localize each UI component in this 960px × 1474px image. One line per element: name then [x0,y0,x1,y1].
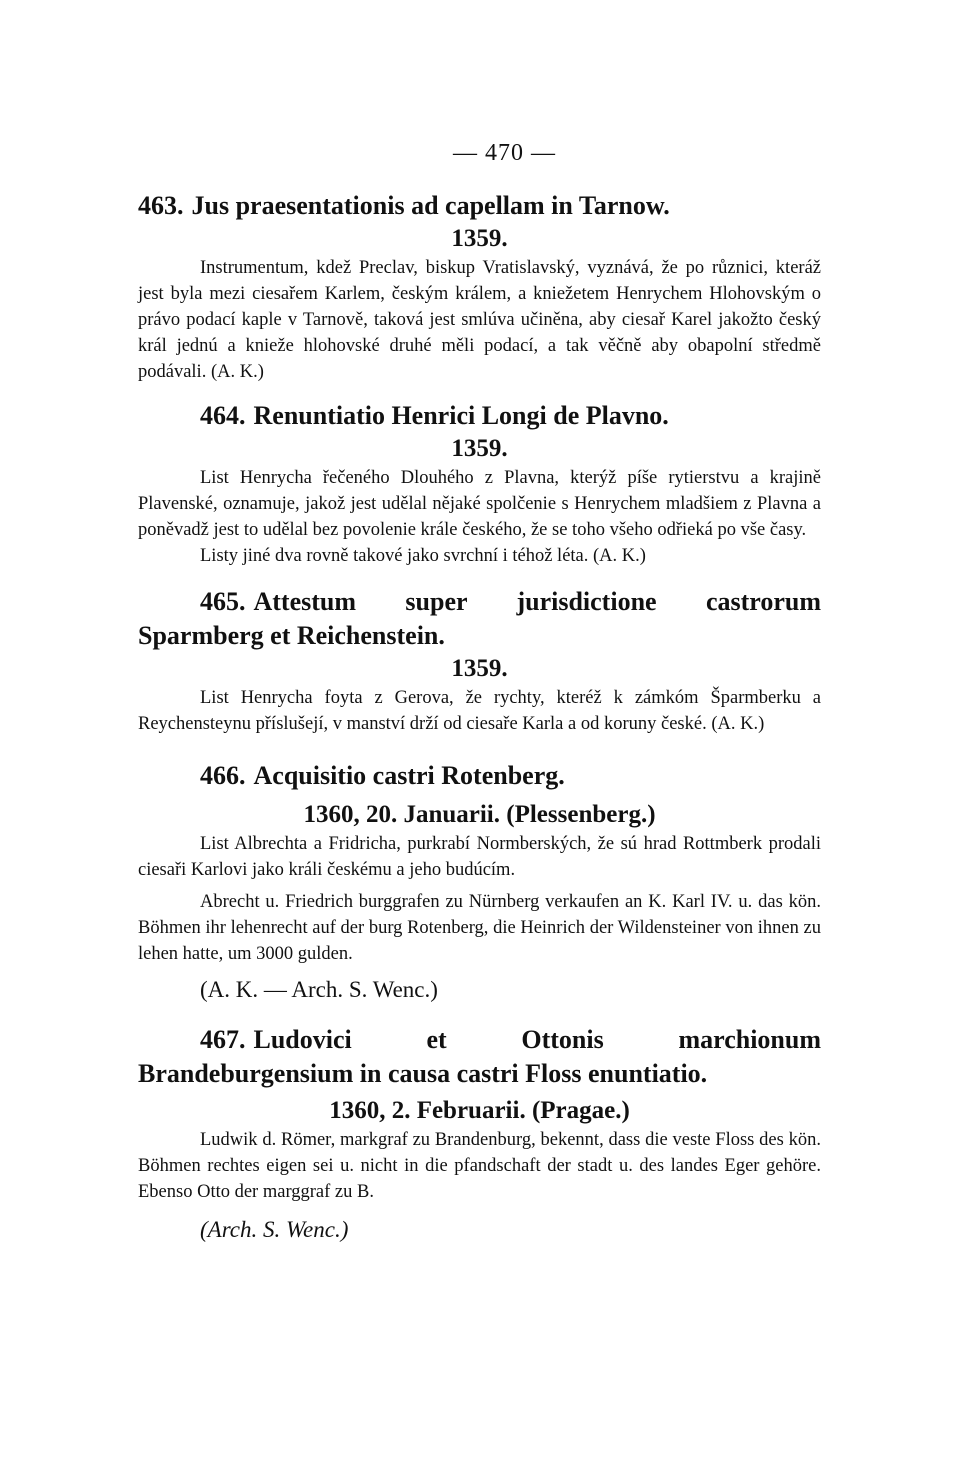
entry-paragraph: List Albrechta a Fridricha, purkrabí Normberských, že sú hrad Rottmberk prodali ciesaři Karlovi jako králi českému a jeho budúcím. [138,834,821,880]
entry-paragraph: List Henrycha foyta z Gerova, že rychty, kteréž k zámkóm Šparmberku a Reychensteynu příslušejí, v manství drží od ciesaře Karla a od koruny české. (A. K.) [138,688,821,734]
entry-title [138,1023,821,1091]
source-text: (Arch. S. Wenc.) [200,1217,349,1242]
entry-463 [138,189,821,385]
entry-467 [138,1023,821,1245]
entry-date: 1359. [451,655,508,682]
entry-date: 1360, 2. Februarii. (Pragae.) [329,1097,630,1124]
entry-paragraph: Ludwik d. Römer, markgraf zu Brandenburg, bekennt, dass die veste Floss des kön. Böhmen rechtes eigen sei u. nicht in die pfandschaft der stadt u. des landes Eger gehöre. Ebenso Otto der marggraf zu B. [138,1130,821,1202]
entry-title-text: Jus praesentationis ad capellam in Tarnow. [191,191,670,220]
entry-paragraph: Listy jiné dva rovně takové jako svrchní i téhož léta. (A. K.) [200,546,646,566]
entry-title [200,399,821,433]
entry-465 [138,585,821,737]
entry-date: 1359. [451,225,508,252]
entry-number: 466. [200,761,246,790]
entry-title-text: Attestum super jurisdictione castrorum Sparmberg et Reichenstein. [138,587,821,650]
page [138,140,821,1245]
entry-paragraph: Instrumentum, kdež Preclav, biskup Vratislavský, vyznává, že po různici, kteráž jest byla mezi ciesařem Karlem, českým králem, a kniežetem Henrychem Hlohovským o právo podací kaple v Tarnově, taková jest smlúva učiněna, aby ciesař Karel jakožto český král jednú a knieže hlohovské druhé měli podací, a tak věčně aby obapolní středmě podávali. (A. K.) [138,258,821,382]
page-number: — 470 — [453,140,556,166]
entry-date: 1360, 20. Januarii. (Plessenberg.) [303,801,656,828]
entry-number: 464. [200,401,246,430]
entry-number: 465. [200,587,246,616]
entry-source [200,975,821,1005]
entry-number: 467. [200,1025,246,1054]
entry-title [138,585,821,653]
entry-title [200,759,821,793]
entry-source [200,1215,821,1245]
entry-title-text: Ludovici et Ottonis marchionum Brandeburgensium in causa castri Floss enuntiatio. [138,1025,821,1088]
entry-466 [138,759,821,1005]
entry-paragraph: List Henrycha řečeného Dlouhého z Plavna, kterýž píše rytierstvu a krajině Plavenské, oznamuje, jakož jest udělal nějaké spolčenie s Henrychem mladšiem z Plavna a poněvadž jest to udělal bez povolenie krále českého, že se toho všeho odřieká po vše časy. [138,468,821,540]
entry-number: 463. [138,191,184,220]
entry-464 [138,399,821,569]
entry-date: 1359. [451,435,508,462]
source-text: (A. K. — Arch. S. Wenc.) [200,977,438,1002]
entry-title-text: Renuntiatio Henrici Longi de Plavno. [253,401,669,430]
entry-title-text: Acquisitio castri Rotenberg. [253,761,565,790]
entry-title [138,189,821,223]
entry-paragraph: Abrecht u. Friedrich burggrafen zu Nürnberg verkaufen an K. Karl IV. u. das kön. Böhmen ihr lehenrecht auf der burg Rotenberg, die Heinrich der Wildensteiner von ihnen zu lehen hatte, um 3000 gulden. [138,892,821,964]
